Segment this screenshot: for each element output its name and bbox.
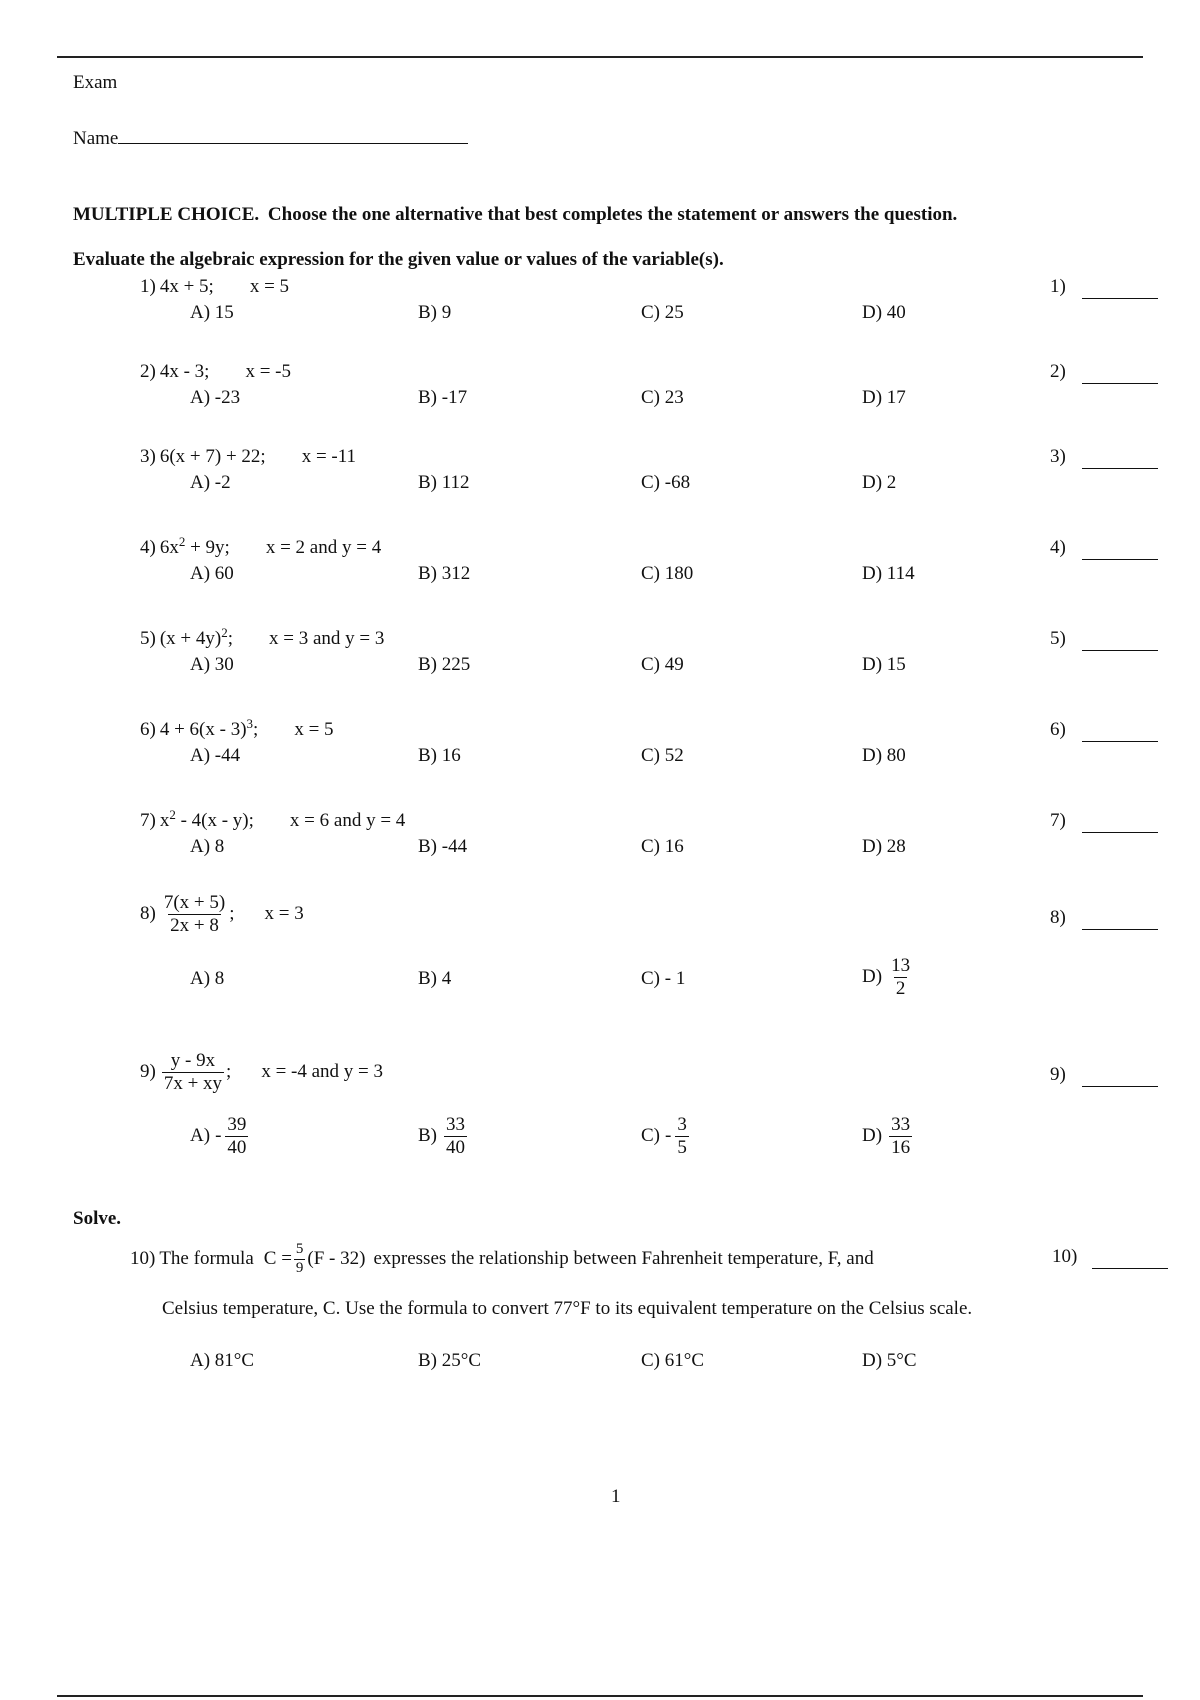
multiple-choice-instructions: [73, 204, 957, 226]
question-number: 6): [140, 719, 156, 740]
question-fraction: [162, 1051, 224, 1094]
fraction-denominator: 16: [891, 1136, 911, 1158]
answer-label-8: 8): [1050, 907, 1066, 928]
choice-2d[interactable]: D) 17: [862, 387, 906, 408]
question-variables: x = -5: [245, 361, 291, 382]
choice-6d[interactable]: D) 80: [862, 745, 906, 766]
choice-sign: -: [215, 1125, 222, 1147]
fraction-numerator: 5: [295, 1241, 304, 1257]
name-blank-line[interactable]: [118, 125, 468, 144]
choice-8b[interactable]: B) 4: [418, 968, 452, 989]
choice-letter: C): [641, 1125, 660, 1147]
choice-fraction: [889, 1115, 912, 1158]
choice-letter: B): [418, 1125, 437, 1147]
choice-6a[interactable]: A) -44: [190, 745, 241, 766]
question-2: [140, 361, 291, 383]
answer-blank-4[interactable]: [1082, 559, 1158, 560]
choice-3d[interactable]: D) 2: [862, 472, 897, 493]
exam-title: Exam: [73, 72, 118, 93]
question-3: [140, 446, 356, 468]
answer-label-5: 5): [1050, 628, 1066, 649]
question-expression: 4x - 3;: [159, 361, 210, 382]
question-number: 9): [140, 1061, 156, 1083]
fraction-denominator: 40: [446, 1136, 465, 1158]
question-variables: x = 2 and y = 4: [265, 537, 382, 558]
expression-exponent: 2: [169, 807, 176, 822]
expression-base: 4 + 6(x - 3): [159, 719, 247, 740]
question-10: [130, 1242, 874, 1277]
answer-blank-1[interactable]: [1082, 298, 1158, 299]
question-4: [140, 534, 382, 559]
choice-3a[interactable]: A) -2: [190, 472, 231, 493]
choice-4d[interactable]: D) 114: [862, 563, 915, 584]
choice-3c[interactable]: C) -68: [641, 472, 691, 493]
answer-label-6: 6): [1050, 719, 1066, 740]
question-expression: [159, 716, 259, 741]
fraction-numerator: 3: [677, 1114, 687, 1135]
answer-blank-2[interactable]: [1082, 383, 1158, 384]
choice-2a[interactable]: A) -23: [190, 387, 241, 408]
fraction-numerator: 13: [891, 955, 911, 976]
fraction-denominator: 5: [677, 1136, 687, 1158]
top-divider: [57, 56, 1143, 58]
answer-label-9: 9): [1050, 1064, 1066, 1085]
fraction-numerator: 7(x + 5): [163, 892, 226, 913]
fraction-denominator: 7x + xy: [163, 1072, 223, 1094]
answer-blank-6[interactable]: [1082, 741, 1158, 742]
answer-label-1: 1): [1050, 276, 1066, 297]
answer-label-2: 2): [1050, 361, 1066, 382]
choice-9d[interactable]: [862, 1115, 914, 1158]
expression-base: 6x: [159, 537, 179, 558]
choice-8d[interactable]: [862, 956, 914, 999]
question-number: 2): [140, 361, 156, 382]
formula-lhs: C =: [263, 1248, 292, 1270]
expression-exponent: 3: [246, 716, 254, 731]
question-expression: 4x + 5;: [159, 276, 214, 297]
answer-blank-5[interactable]: [1082, 650, 1158, 651]
choice-2b[interactable]: B) -17: [418, 387, 468, 408]
question-number: 5): [140, 628, 156, 649]
fraction-numerator: 39: [227, 1114, 247, 1135]
fraction-denominator: 2: [895, 977, 906, 999]
answer-label-7: 7): [1050, 810, 1066, 831]
question-variables: x = 3: [264, 903, 304, 925]
fraction-numerator: 33: [446, 1114, 465, 1135]
choice-sign: -: [665, 1125, 672, 1147]
choice-fraction: [225, 1115, 248, 1158]
expression-rest: ;: [226, 1061, 232, 1083]
fraction-denominator: 9: [295, 1259, 304, 1276]
expression-rest: ;: [227, 628, 233, 649]
question-variables: x = 5: [294, 719, 334, 740]
question-expression: [159, 807, 254, 832]
choice-4b[interactable]: B) 312: [418, 563, 471, 584]
instruction-lead: MULTIPLE CHOICE.: [73, 204, 260, 225]
choice-1d[interactable]: D) 40: [862, 302, 906, 323]
choice-fraction: [889, 956, 912, 999]
choice-letter: D): [862, 1125, 883, 1147]
choice-3b[interactable]: B) 112: [418, 472, 470, 493]
page-number: 1: [611, 1486, 621, 1507]
choice-5d[interactable]: D) 15: [862, 654, 906, 675]
expression-rest: - 4(x - y);: [175, 810, 254, 831]
choice-7b[interactable]: B) -44: [418, 836, 468, 857]
answer-label-4: 4): [1050, 537, 1066, 558]
question-number: 10): [130, 1248, 156, 1270]
expression-rest: ;: [253, 719, 259, 740]
question-number: 3): [140, 446, 156, 467]
choice-8a[interactable]: A) 8: [190, 968, 225, 989]
expression-exponent: 2: [178, 534, 186, 549]
answer-blank-8[interactable]: [1082, 929, 1158, 930]
choice-9a[interactable]: [190, 1115, 250, 1158]
question-variables: x = 6 and y = 4: [289, 810, 406, 831]
choice-7c[interactable]: C) 16: [641, 836, 684, 857]
bottom-divider: [57, 1695, 1143, 1697]
answer-blank-10[interactable]: [1092, 1268, 1168, 1269]
choice-5a[interactable]: A) 30: [190, 654, 234, 675]
question-variables: x = -11: [301, 446, 357, 467]
question-7: [140, 807, 406, 832]
question-1: [140, 276, 289, 298]
question-fraction: [162, 893, 227, 936]
choice-4a[interactable]: A) 60: [190, 563, 234, 584]
question-expression: [159, 534, 230, 559]
formula-fraction: [294, 1242, 306, 1277]
answer-label-10: 10): [1052, 1246, 1078, 1267]
choice-fraction: [444, 1115, 467, 1158]
fraction-numerator: 33: [891, 1114, 911, 1135]
question-variables: x = -4 and y = 3: [261, 1061, 384, 1083]
choice-7a[interactable]: A) 8: [190, 836, 225, 857]
choice-fraction: [675, 1115, 689, 1158]
choice-6b[interactable]: B) 16: [418, 745, 461, 766]
question-8: [140, 893, 304, 936]
question-expression: [159, 625, 233, 650]
answer-label-3: 3): [1050, 446, 1066, 467]
expression-rest: + 9y;: [185, 537, 230, 558]
section-heading-solve: Solve.: [73, 1208, 122, 1229]
choice-6c[interactable]: C) 52: [641, 745, 684, 766]
question-6: [140, 716, 334, 741]
choice-2c[interactable]: C) 23: [641, 387, 684, 408]
choice-10b[interactable]: B) 25°C: [418, 1350, 482, 1371]
answer-blank-9[interactable]: [1082, 1086, 1158, 1087]
section-heading-evaluate: Evaluate the algebraic expression for the given value or values of the variable(s).: [73, 249, 724, 270]
question-10-body: Celsius temperature, C. Use the formula to convert 77°F to its equivalent temperature on the Celsius scale.: [162, 1298, 973, 1319]
question-intro: The formula: [159, 1248, 254, 1270]
choice-5c[interactable]: C) 49: [641, 654, 684, 675]
fraction-denominator: 2x + 8: [170, 914, 219, 936]
choice-letter: D): [862, 966, 883, 988]
answer-blank-3[interactable]: [1082, 468, 1158, 469]
expression-base: x: [159, 810, 170, 831]
question-number: 7): [140, 810, 156, 831]
name-label: Name: [73, 128, 119, 149]
answer-blank-7[interactable]: [1082, 832, 1158, 833]
fraction-numerator: y - 9x: [170, 1050, 216, 1071]
choice-1c[interactable]: C) 25: [641, 302, 684, 323]
expression-base: (x + 4y): [159, 628, 222, 649]
choice-10c[interactable]: C) 61°C: [641, 1350, 705, 1371]
choice-9b[interactable]: [418, 1115, 469, 1158]
question-variables: x = 3 and y = 3: [268, 628, 385, 649]
fraction-denominator: 40: [227, 1136, 247, 1158]
choice-10a[interactable]: A) 81°C: [190, 1350, 255, 1371]
question-number: 4): [140, 537, 156, 558]
question-number: 1): [140, 276, 156, 297]
instruction-text: Choose the one alternative that best completes the statement or answers the question.: [267, 204, 958, 225]
choice-1a[interactable]: A) 15: [190, 302, 234, 323]
expression-exponent: 2: [221, 625, 228, 640]
formula-rhs: (F - 32): [307, 1248, 366, 1270]
choice-5b[interactable]: B) 225: [418, 654, 471, 675]
question-5: [140, 625, 385, 650]
question-number: 8): [140, 903, 156, 925]
question-9: [140, 1051, 383, 1094]
choice-9c[interactable]: [641, 1115, 691, 1158]
choice-7d[interactable]: D) 28: [862, 836, 906, 857]
question-variables: x = 5: [249, 276, 290, 297]
name-field: [73, 125, 468, 150]
question-text-after: expresses the relationship between Fahrenheit temperature, F, and: [373, 1248, 874, 1270]
choice-1b[interactable]: B) 9: [418, 302, 452, 323]
choice-8c[interactable]: C) - 1: [641, 968, 686, 989]
expression-rest: ;: [229, 903, 235, 925]
choice-10d[interactable]: D) 5°C: [862, 1350, 917, 1371]
choice-4c[interactable]: C) 180: [641, 563, 694, 584]
question-expression: 6(x + 7) + 22;: [159, 446, 266, 467]
choice-letter: A): [190, 1125, 211, 1147]
